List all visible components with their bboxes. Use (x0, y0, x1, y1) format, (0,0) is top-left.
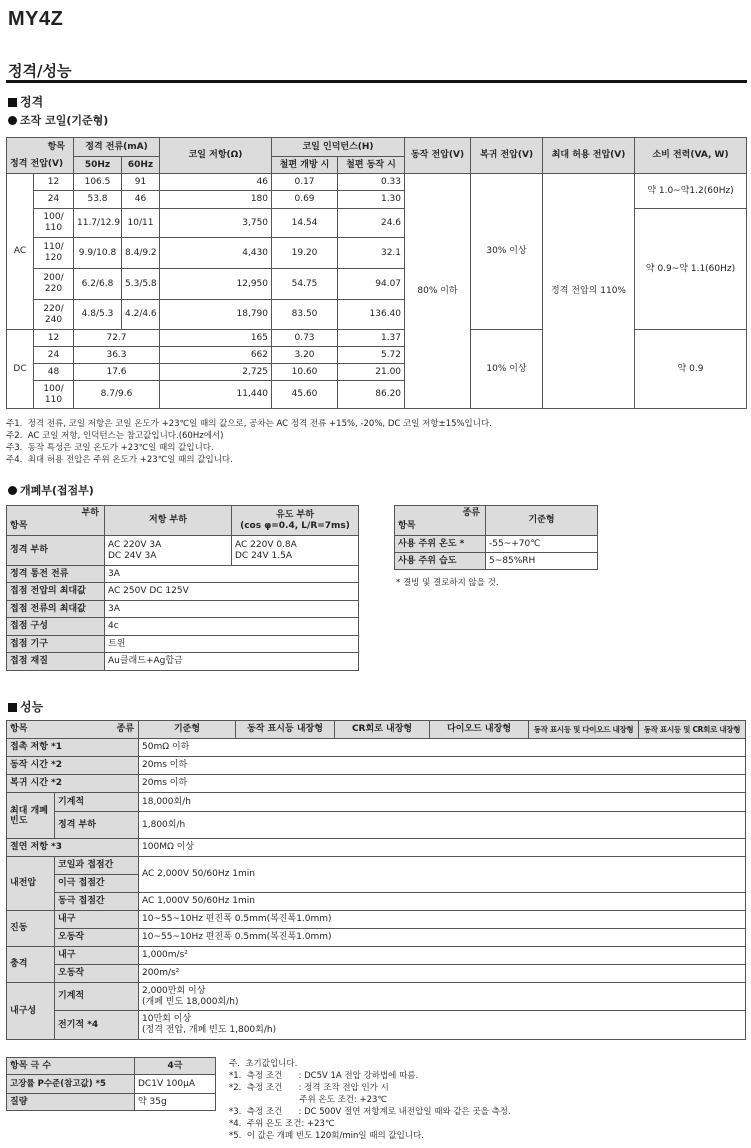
table-cell: 1.30 (338, 191, 405, 209)
table-row (7, 965, 746, 983)
table-row (7, 739, 746, 757)
coil-table (6, 137, 747, 409)
table-cell: 4c (105, 618, 359, 636)
contact-table (6, 505, 359, 671)
table-cell: 10.60 (272, 364, 338, 381)
table-row (7, 893, 746, 911)
table-cell: DC (7, 330, 34, 409)
table-cell: 내구 (55, 911, 139, 929)
table-cell: 오동작 (55, 929, 139, 947)
table-cell: 46 (122, 191, 160, 209)
corner-header: 항목 정격 전압(V) (7, 138, 74, 174)
table-cell: AC (7, 174, 34, 330)
table-cell: 3.20 (272, 347, 338, 364)
table-cell: 9.9/10.8 (74, 238, 122, 269)
table-cell: 동작 표시등 내장형 (236, 721, 335, 739)
table-row (7, 138, 747, 157)
table-row (7, 857, 746, 875)
table-cell: 1,800회/h (139, 812, 746, 839)
table-cell: 18,790 (160, 300, 272, 330)
table-cell: 절연 저항 *3 (7, 839, 139, 857)
table-row (7, 209, 747, 238)
table-cell: 다이오드 내장형 (430, 721, 529, 739)
table-row (395, 536, 598, 553)
table-cell: 17.6 (74, 364, 160, 381)
table-cell: 사용 주위 습도 (395, 553, 486, 570)
table-cell: 약 1.0~약1.2(60Hz) (635, 174, 747, 209)
table-cell: 정격 통전 전류 (7, 566, 105, 583)
table-cell: 83.50 (272, 300, 338, 330)
coil-notes: 주1. 정격 전류, 코일 저항은 코일 온도가 +23℃일 때의 값으로, 공차는 AC 정격 전류 +15%, -20%, DC 코일 저항±15%입니다. 주2. AC 코일 저항, 인덕턴스는 참고값입니다.(60Hz에서) 주3. 동작 특성은 코일 온도가 +23℃일 때의 값입니다. 주4. 최대 허용 전압은 주위 온도가 +23℃일 때의 값입니다. (6, 419, 492, 465)
performance-heading: 성능 (8, 698, 43, 715)
table-cell: 최대 개폐 빈도 (7, 793, 55, 839)
table-cell: 100/ 110 (34, 209, 74, 238)
table-cell: 10/11 (122, 209, 160, 238)
table-cell: 접촉 저항 *1 (7, 739, 139, 757)
table-row (7, 1094, 216, 1111)
table-cell: 14.54 (272, 209, 338, 238)
table-cell: 4,430 (160, 238, 272, 269)
table-cell: 소비 전력(VA, W) (635, 138, 747, 174)
table-cell: 11,440 (160, 381, 272, 409)
table-row (7, 653, 359, 671)
table-cell: AC 2,000V 50/60Hz 1min (139, 857, 746, 893)
table-cell: 180 (160, 191, 272, 209)
table-row (7, 174, 747, 191)
table-cell: 약 35g (135, 1094, 216, 1111)
table-row (7, 839, 746, 857)
coil-heading: 조작 코일(기준형) (8, 112, 108, 128)
table-cell: 유도 부하 (cos φ=0.4, L/R=7ms) (232, 506, 359, 536)
table-cell: 기계적 (55, 793, 139, 812)
table-cell: 1,000m/s² (139, 947, 746, 965)
table-cell: 30% 이상 (471, 174, 543, 330)
table-cell: 기준형 (139, 721, 236, 739)
table-cell: 100/ 110 (34, 381, 74, 409)
table-cell: 10% 이상 (471, 330, 543, 409)
table-cell: 접점 재질 (7, 653, 105, 671)
table-cell: 8.4/9.2 (122, 238, 160, 269)
table-cell: 사용 주위 온도 * (395, 536, 486, 553)
table-cell: -55~+70℃ (486, 536, 598, 553)
table-cell: DC1V 100μA (135, 1075, 216, 1094)
table-cell: 항목 극 수 (7, 1058, 135, 1075)
table-row (7, 601, 359, 618)
table-cell: 20ms 이하 (139, 775, 746, 793)
table-cell: 동작 표시등 및 CR회로 내장형 (639, 721, 746, 739)
rating-heading: 정격 (8, 93, 43, 110)
table-cell: 2,725 (160, 364, 272, 381)
table-row (7, 793, 746, 812)
table-cell: 기계적 (55, 983, 139, 1011)
table-cell: 코일 저항(Ω) (160, 138, 272, 174)
table-row (7, 618, 359, 636)
table-row (7, 330, 747, 347)
table-row (7, 566, 359, 583)
table-cell: 최대 허용 전압(V) (543, 138, 635, 174)
table-cell: 21.00 (338, 364, 405, 381)
table-cell: AC 1,000V 50/60Hz 1min (139, 893, 746, 911)
table-row (7, 583, 359, 601)
table-cell: 12,950 (160, 269, 272, 300)
table-cell: 0.33 (338, 174, 405, 191)
table-cell: Au클래드+Ag합금 (105, 653, 359, 671)
table-cell: 0.73 (272, 330, 338, 347)
table-row (7, 983, 746, 1011)
table-cell: 72.7 (74, 330, 160, 347)
table-cell: 약 0.9~약 1.1(60Hz) (635, 209, 747, 330)
table-cell: 철편 동작 시 (338, 157, 405, 174)
table-cell: 50mΩ 이하 (139, 739, 746, 757)
table-cell: AC 220V 3A DC 24V 3A (105, 536, 232, 566)
table-cell: 4.2/4.6 (122, 300, 160, 330)
table-cell: 53.8 (74, 191, 122, 209)
table-cell: 코일과 접점간 (55, 857, 139, 875)
table-cell: 동작 표시등 및 다이오드 내장형 (529, 721, 639, 739)
table-cell: 54.75 (272, 269, 338, 300)
table-cell: 내구성 (7, 983, 55, 1040)
table-cell: 접점 전압의 최대값 (7, 583, 105, 601)
table-cell: 24 (34, 347, 74, 364)
table-row (7, 812, 746, 839)
table-row (7, 536, 359, 566)
table-cell: 12 (34, 174, 74, 191)
table-cell: 24.6 (338, 209, 405, 238)
table-cell: 6.2/6.8 (74, 269, 122, 300)
table-row (7, 636, 359, 653)
table-cell: 110/ 120 (34, 238, 74, 269)
performance-table (6, 720, 746, 1040)
environment-table (394, 505, 598, 570)
table-cell: 진동 (7, 911, 55, 947)
table-cell: 48 (34, 364, 74, 381)
table-cell: 94.07 (338, 269, 405, 300)
table-cell: 5.3/5.8 (122, 269, 160, 300)
table-cell: 복귀 전압(V) (471, 138, 543, 174)
table-cell: 접점 기구 (7, 636, 105, 653)
table-cell: 내구 (55, 947, 139, 965)
table-row (7, 1058, 216, 1075)
environment-note: * 결빙 및 결로하지 않을 것. (396, 578, 499, 588)
table-cell: 2,000만회 이상 (개폐 빈도 18,000회/h) (139, 983, 746, 1011)
table-cell: CR회로 내장형 (335, 721, 430, 739)
table-cell: 36.3 (74, 347, 160, 364)
table-cell: 1.37 (338, 330, 405, 347)
table-cell: 저항 부하 (105, 506, 232, 536)
table-cell: 접점 구성 (7, 618, 105, 636)
table-cell: 11.7/12.9 (74, 209, 122, 238)
table-cell: 약 0.9 (635, 330, 747, 409)
contact-heading: 개폐부(접점부) (8, 482, 94, 498)
table-row (7, 1075, 216, 1094)
table-cell: 전기적 *4 (55, 1011, 139, 1040)
table-cell: 100MΩ 이상 (139, 839, 746, 857)
table-cell: 106.5 (74, 174, 122, 191)
table-cell: 45.60 (272, 381, 338, 409)
table-cell: 662 (160, 347, 272, 364)
table-cell: 5~85%RH (486, 553, 598, 570)
table-row (7, 506, 359, 536)
table-cell: 질량 (7, 1094, 135, 1111)
table-cell: 3,750 (160, 209, 272, 238)
table-cell: 항목 종류 (7, 721, 139, 739)
table-cell: 19.20 (272, 238, 338, 269)
table-row (7, 1011, 746, 1040)
table-cell: AC 250V DC 125V (105, 583, 359, 601)
table-cell: 정격 전압의 110% (543, 174, 635, 409)
table-cell: 46 (160, 174, 272, 191)
table-cell: 10만회 이상 (정격 전압, 개폐 빈도 1,800회/h) (139, 1011, 746, 1040)
table-cell: 4.8/5.3 (74, 300, 122, 330)
table-cell: 10~55~10Hz 편진폭 0.5mm(복진폭1.0mm) (139, 911, 746, 929)
table-cell: 86.20 (338, 381, 405, 409)
table-cell: 트윈 (105, 636, 359, 653)
table-cell: 정격 전류(mA) (74, 138, 160, 157)
performance-footnotes: 주. 초기값입니다. *1. 측정 조건 : DC5V 1A 전압 강하법에 따름. *2. 측정 조건 : 정격 조작 전압 인가 시 주위 온도 조건: +23℃ *3. 측정 조건 : DC 500V 절연 저항계로 내전압일 때와 같은 곳을 측정. *4. 주위 온도 조건: +23℃ *5. 이 값은 개폐 빈도 120회/min일 때의 값입니다. (229, 1059, 511, 1141)
table-cell: 24 (34, 191, 74, 209)
table-cell: 정격 부하 (55, 812, 139, 839)
table-cell: 200/ 220 (34, 269, 74, 300)
table-cell: 종류 항목 (395, 506, 486, 536)
table-cell: 12 (34, 330, 74, 347)
table-cell: 충격 (7, 947, 55, 983)
table-cell: 0.17 (272, 174, 338, 191)
table-cell: 32.1 (338, 238, 405, 269)
table-row (7, 757, 746, 775)
table-cell: 부하 항목 (7, 506, 105, 536)
table-cell: 20ms 이하 (139, 757, 746, 775)
table-cell: 10~55~10Hz 편진폭 0.5mm(복진폭1.0mm) (139, 929, 746, 947)
table-cell: 60Hz (122, 157, 160, 174)
table-cell: 코일 인덕턴스(H) (272, 138, 405, 157)
pole-table (6, 1057, 216, 1111)
table-row (395, 506, 598, 536)
table-cell: 18,000회/h (139, 793, 746, 812)
table-cell: 220/ 240 (34, 300, 74, 330)
table-row (7, 775, 746, 793)
table-row (7, 947, 746, 965)
table-cell: 91 (122, 174, 160, 191)
table-cell: 고장률 P수준(참고값) *5 (7, 1075, 135, 1094)
table-row (7, 911, 746, 929)
table-cell: AC 220V 0.8A DC 24V 1.5A (232, 536, 359, 566)
table-cell: 동극 접점간 (55, 893, 139, 911)
table-cell: 136.40 (338, 300, 405, 330)
table-cell: 5.72 (338, 347, 405, 364)
table-cell: 동작 전압(V) (405, 138, 471, 174)
table-cell: 3A (105, 566, 359, 583)
table-cell: 165 (160, 330, 272, 347)
table-cell: 접점 전류의 최대값 (7, 601, 105, 618)
table-cell: 200m/s² (139, 965, 746, 983)
table-cell: 기준형 (486, 506, 598, 536)
table-cell: 0.69 (272, 191, 338, 209)
table-cell: 80% 이하 (405, 174, 471, 409)
table-row (7, 929, 746, 947)
table-cell: 정격 부하 (7, 536, 105, 566)
table-row (7, 721, 746, 739)
table-row (395, 553, 598, 570)
table-cell: 8.7/9.6 (74, 381, 160, 409)
table-cell: 철편 개방 시 (272, 157, 338, 174)
table-cell: 동작 시간 *2 (7, 757, 139, 775)
table-cell: 오동작 (55, 965, 139, 983)
section-title: 정격/성능 (8, 62, 72, 80)
table-cell: 복귀 시간 *2 (7, 775, 139, 793)
table-cell: 50Hz (74, 157, 122, 174)
table-cell: 내전압 (7, 857, 55, 911)
table-cell: 4극 (135, 1058, 216, 1075)
table-cell: 3A (105, 601, 359, 618)
page-title: MY4Z (8, 8, 64, 30)
section-divider (6, 80, 747, 83)
table-cell: 이극 접점간 (55, 875, 139, 893)
